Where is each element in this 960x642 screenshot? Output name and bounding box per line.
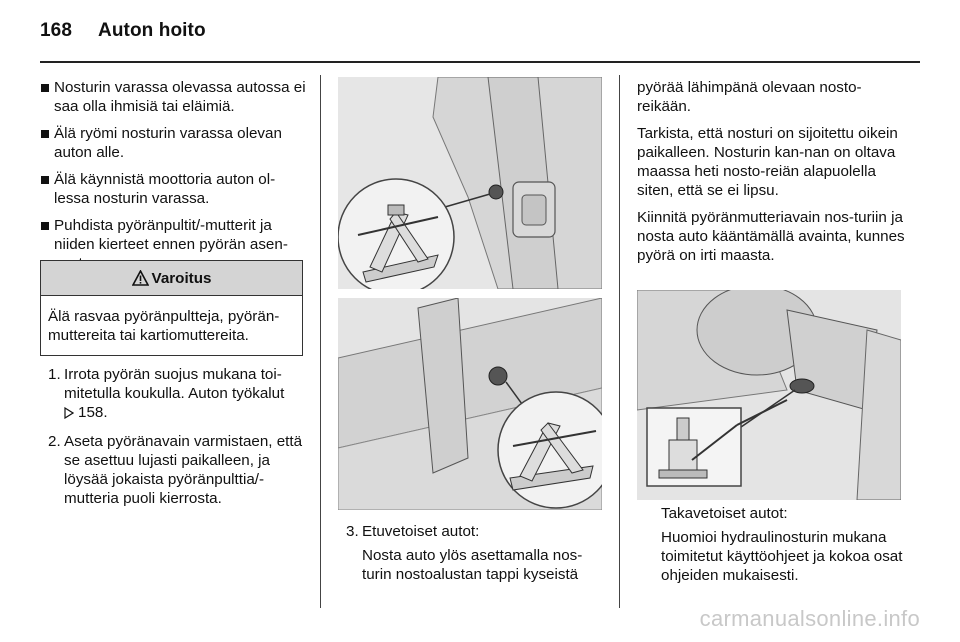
bullet-list	[40, 78, 308, 281]
step-1	[40, 365, 308, 424]
rear-drive-text: Huomioi hydraulinosturin mukana toimitetut käyttöohjeet ja kokoa osat ohjeiden mukaisesti.	[661, 529, 903, 584]
column-divider-2	[619, 75, 620, 608]
bullet-item: Älä ryömi nosturin varassa olevan auton alle.	[40, 124, 308, 162]
watermark-text: carmanualsonline.info	[699, 606, 920, 631]
step-2	[40, 432, 308, 508]
front-jack-point-illustration-bottom	[338, 298, 602, 510]
bullet-item: Nosturin varassa olevassa autossa ei saa olla ihmisiä tai eläimiä.	[40, 78, 308, 116]
warning-icon	[132, 270, 149, 286]
column-3-text	[637, 78, 907, 273]
page-reference[interactable]: 158.	[78, 404, 108, 421]
header-rule	[40, 61, 920, 63]
warning-box	[40, 260, 303, 356]
rear-hydraulic-jack-illustration	[637, 290, 901, 500]
page-title: Auton hoito	[98, 20, 206, 41]
step-number: 2.	[48, 432, 61, 450]
rear-drive-title: Takavetoiset autot:	[661, 505, 788, 522]
rear-drive-section	[661, 504, 911, 585]
step-text: Aseta pyöränavain varmistaen, että se asettuu lujasti paikalleen, ja löysää jokaista pyöränpulttia/-mutteria puoli kierrosta.	[64, 432, 303, 507]
step-3-text: Nosta auto ylös asettamalla nos-turin nostoalustan tappi kyseistä	[362, 547, 583, 583]
step-3	[338, 522, 610, 584]
column-divider-1	[320, 75, 321, 608]
paragraph: Tarkista, että nosturi on sijoitettu oikein paikalleen. Nosturin kan-nan on oltava maassa heti nosto-reiän alapuolella siten, että se ei lipsu.	[637, 125, 898, 199]
step-3-title: Etuvetoiset autot:	[362, 523, 480, 540]
bullet-item: Älä käynnistä moottoria auton ol-lessa nosturin varassa.	[40, 170, 308, 208]
bullet-item: Puhdista pyöränpultit/-mutterit ja niiden kierteet ennen pyörän asen-	[40, 216, 308, 273]
paragraph: pyörää lähimpänä olevaan nosto-reikään.	[637, 79, 862, 115]
step-number: 3.	[346, 523, 359, 540]
steps-list	[40, 365, 308, 516]
front-jack-point-illustration-top	[338, 77, 602, 289]
step-text: Irrota pyörän suojus mukana toi-mitetulla koukulla. Auton työkalut	[64, 366, 285, 402]
paragraph: Kiinnitä pyöränmutteriavain nos-turiin ja nosta auto kääntämällä avainta, kunnes pyörä on irti maasta.	[637, 209, 905, 264]
page-number: 168	[40, 20, 73, 41]
warning-text: Älä rasvaa pyöränpultteja, pyörän-muttereita tai kartiomuttereita.	[48, 308, 280, 344]
page-reference-icon	[64, 407, 74, 419]
step-number: 1.	[48, 366, 61, 383]
warning-title: Varoitus	[151, 269, 212, 287]
page-header	[40, 20, 206, 42]
warning-header	[41, 261, 302, 296]
